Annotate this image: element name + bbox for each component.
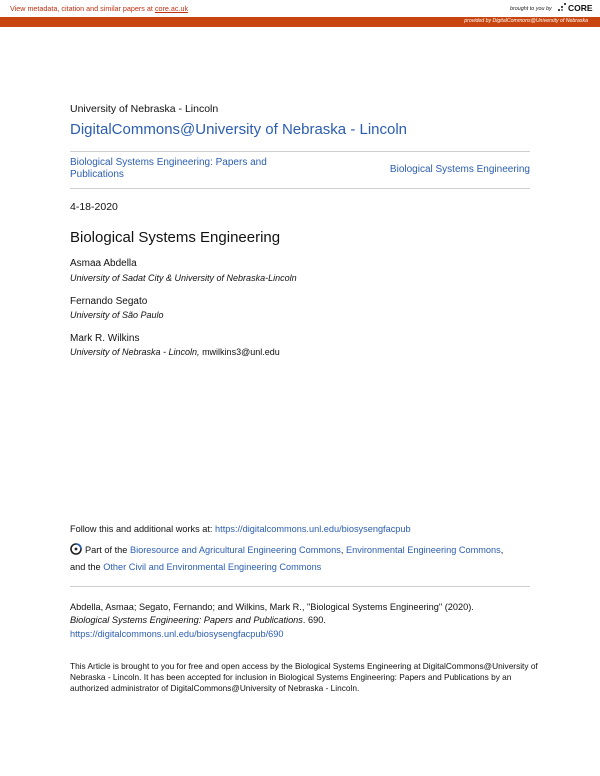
environmental-commons-link[interactable]: Environmental Engineering Commons [345,545,501,555]
and-the-text: and the [70,562,104,572]
brought-by-label: brought to you by [510,6,552,12]
author-name: Fernando Segato [70,296,148,307]
department-link[interactable]: Biological Systems Engineering [389,164,530,175]
author-affiliation [70,347,280,357]
recommended-citation [70,601,540,641]
repository-link[interactable]: DigitalCommons@University of Nebraska - Lincoln [70,121,408,138]
citation-authors: Abdella, Asmaa; Segato, Fernando; and Wilkins, Mark R., "Biological Systems Engineering" (2020). [70,602,474,612]
part-of-commons [70,542,540,576]
affiliation-text: University of Nebraska - Lincoln, [70,347,200,357]
other-civil-commons-link[interactable]: Other Civil and Environmental Engineering Commons [103,562,322,572]
access-notice: This Article is brought to you for free and open access by the Biological Systems Engineering at DigitalCommons@University of Nebraska - Lincoln. It has been accepted for inclusion in Biological Systems Engineering: Papers and Publications by an authorized administrator of DigitalCommons@University of Nebraska - Lincoln. [70,661,538,693]
follow-line [70,524,411,534]
author-name: Mark R. Wilkins [70,333,140,344]
series-link[interactable]: Biological Systems Engineering: Papers and Publications [70,157,267,180]
metadata-link-text[interactable]: View metadata, citation and similar papers at [10,4,155,13]
core-site-link[interactable]: core.ac.uk [154,4,189,13]
core-logo-icon [557,1,567,13]
provided-by-label[interactable]: provided by DigitalCommons@University of Nebraska [464,18,588,24]
publication-date: 4-18-2020 [70,201,118,213]
author-name: Asmaa Abdella [70,258,137,269]
citation-url-link[interactable]: https://digitalcommons.unl.edu/biosysengfacpub/690 [70,628,284,639]
divider [70,586,530,587]
separator: , [500,545,504,555]
open-access-icon [70,543,82,555]
divider [70,151,530,152]
affiliation-text: University of Sadat City & University of Nebraska-Lincoln [70,273,297,283]
part-of-prefix: Part of the [85,545,130,555]
affiliation-text: University of São Paulo [70,310,164,320]
divider [70,188,530,189]
author-affiliation [70,310,164,320]
follow-text: Follow this and additional works at: [70,524,216,534]
citation-number: . 690. [302,615,326,626]
core-logo-text[interactable]: CORE [568,3,593,13]
document-title: Biological Systems Engineering [70,229,281,246]
citation-series: Biological Systems Engineering: Papers and Publications [70,615,303,626]
separator: , [340,545,346,555]
collection-url-link[interactable]: https://digitalcommons.unl.edu/biosysengfacpub [215,524,411,534]
author-email[interactable]: mwilkins3@unl.edu [199,347,280,357]
author-affiliation [70,273,297,283]
bioresource-commons-link[interactable]: Bioresource and Agricultural Engineering Commons [129,545,341,555]
institution-name: University of Nebraska - Lincoln [70,103,219,115]
metadata-link[interactable] [10,4,188,13]
